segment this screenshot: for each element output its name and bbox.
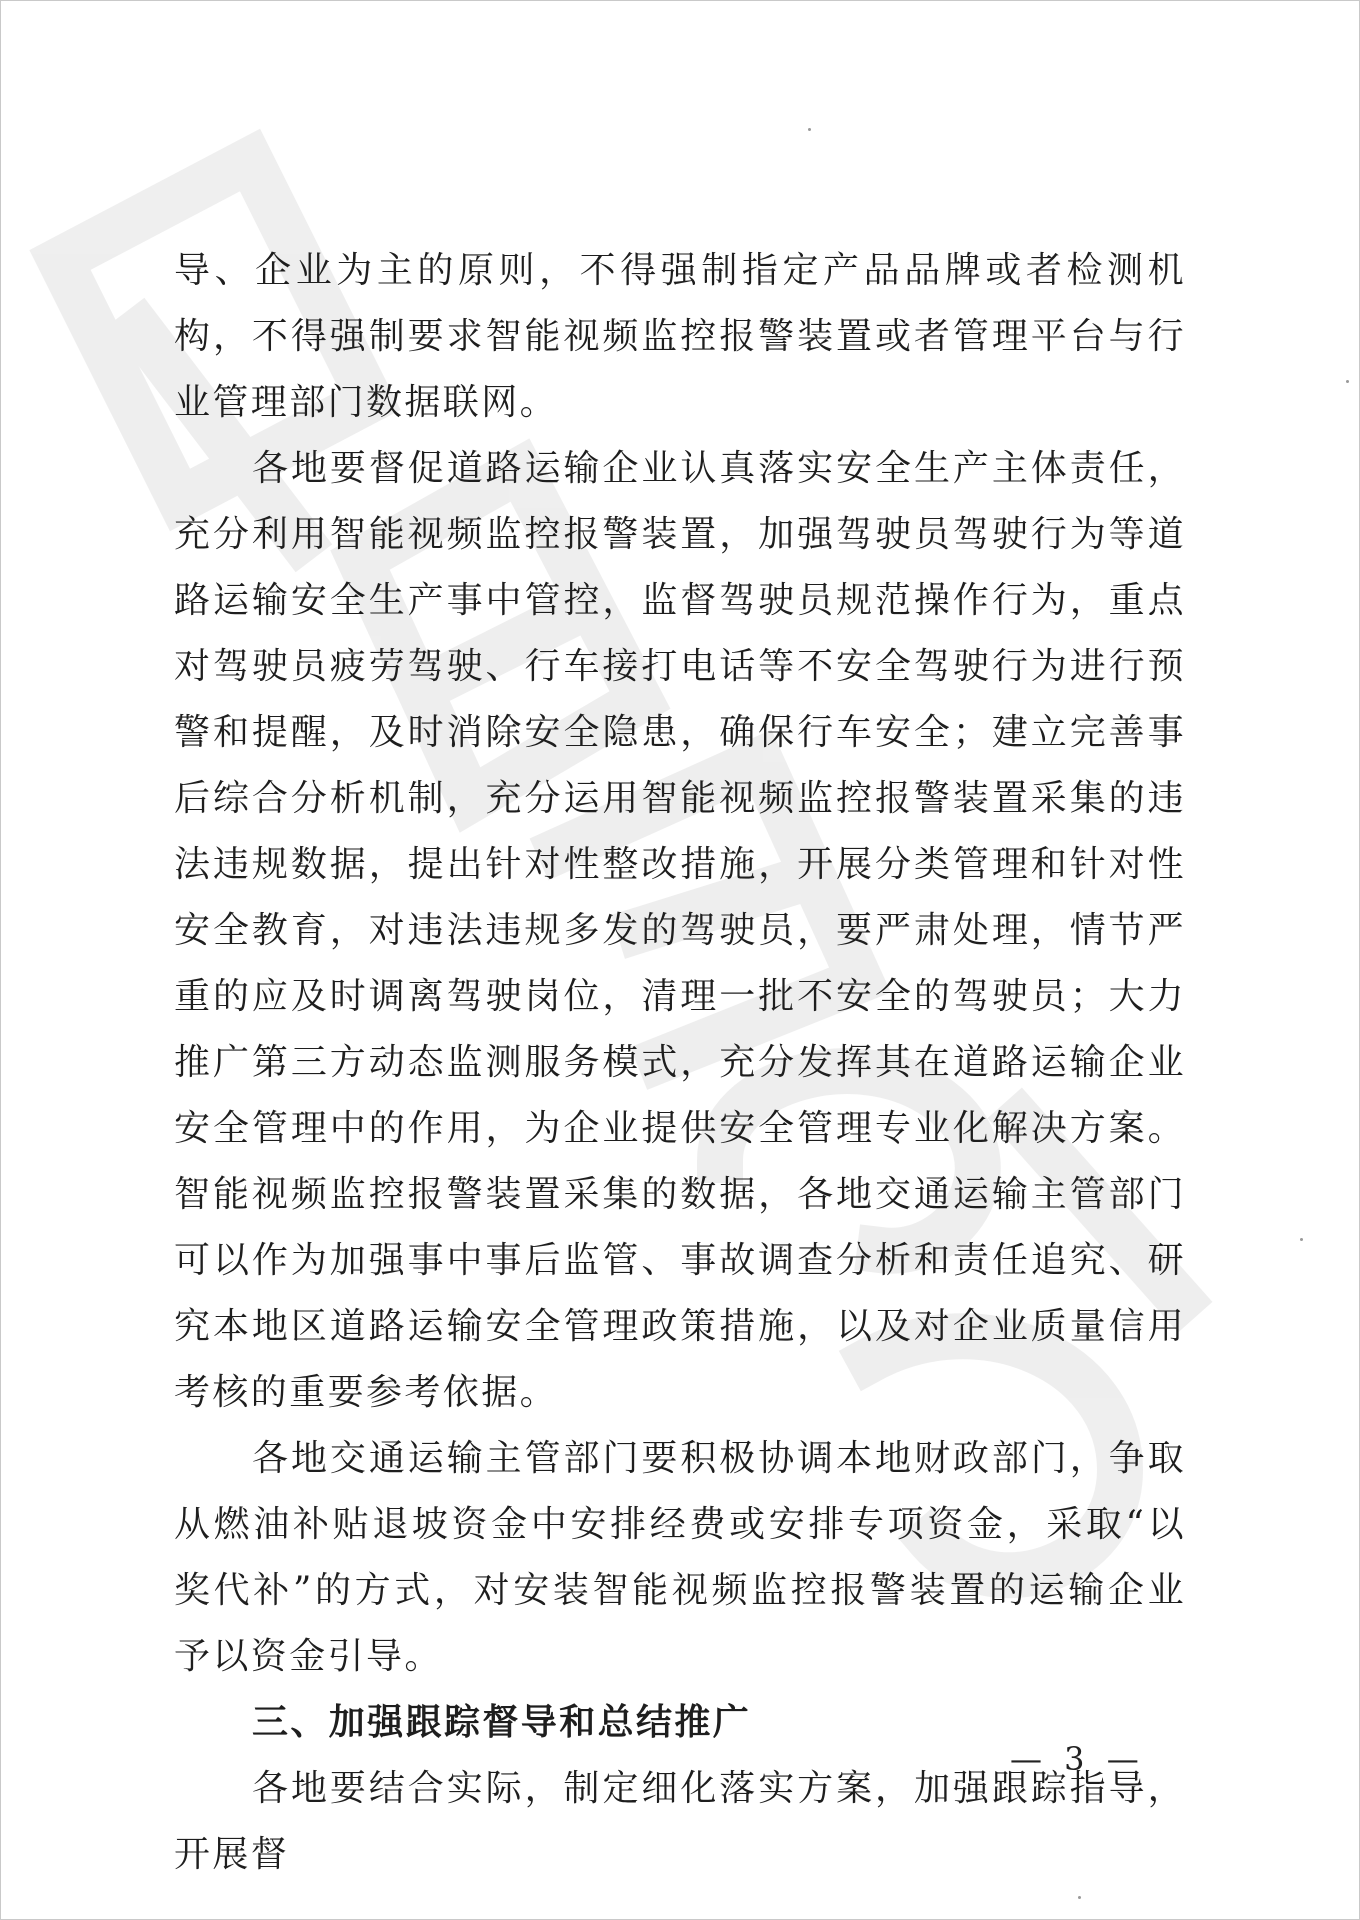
page-number: — 3 — — [1010, 1740, 1145, 1778]
scan-speck — [1300, 1238, 1303, 1241]
paragraph-supervision: 各地要结合实际，制定细化落实方案，加强跟踪指导，开展督 — [174, 1768, 1186, 1875]
section-heading: 三、加强跟踪督导和总结推广 — [252, 1702, 752, 1743]
paragraph-funding: 各地交通运输主管部门要积极协调本地财政部门，争取从燃油补贴退坡资金中安排经费或安排专项资金，采取“以奖代补”的方式，对安装智能视频监控报警装置的运输企业予以资金引导。 — [174, 1438, 1186, 1677]
scan-speck — [808, 128, 811, 131]
paragraph-continuation: 导、企业为主的原则，不得强制指定产品品牌或者检测机构，不得强制要求智能视频监控报警装置或者管理平台与行业管理部门数据联网。 — [174, 250, 1186, 423]
scan-speck — [1346, 380, 1349, 383]
document-body — [174, 238, 1186, 1888]
paragraph-safety-responsibility: 各地要督促道路运输企业认真落实安全生产主体责任，充分利用智能视频监控报警装置，加强驾驶员驾驶行为等道路运输安全生产事中管控，监督驾驶员规范操作行为，重点对驾驶员疲劳驾驶、行车接打电话等不安全驾驶行为进行预警和提醒，及时消除安全隐患，确保行车安全；建立完善事后综合分析机制，充分运用智能视频监控报警装置采集的违法违规数据，提出针对性整改措施，开展分类管理和针对性安全教育，对违法违规多发的驾驶员，要严肃处理，情节严重的应及时调离驾驶岗位，清理一批不安全的驾驶员；大力推广第三方动态监测服务模式，充分发挥其在道路运输企业安全管理中的作用，为企业提供安全管理专业化解决方案。智能视频监控报警装置采集的数据，各地交通运输主管部门可以作为加强事中事后监管、事故调查分析和责任追究、研究本地区道路运输安全管理政策措施，以及对企业质量信用考核的重要参考依据。 — [174, 448, 1186, 1413]
scan-speck — [1078, 1896, 1081, 1899]
